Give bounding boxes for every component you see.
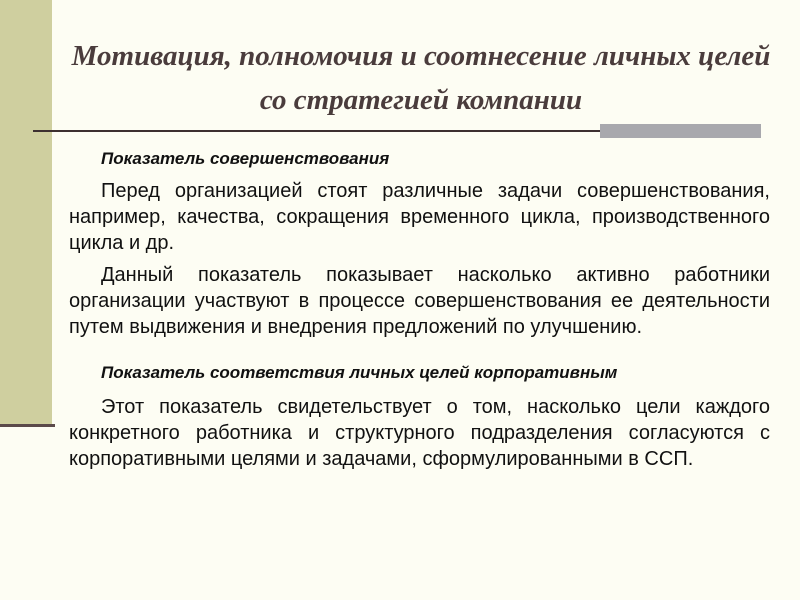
slide-body bbox=[69, 146, 770, 472]
title-underline-accent bbox=[600, 124, 761, 138]
section-paragraph: Перед организацией стоят различные задачи совершенствования, например, качества, сокращения временного цикла, производственного цикла и др. bbox=[69, 180, 770, 254]
sidebar-bottom-rule bbox=[0, 424, 55, 427]
section-paragraph: Этот показатель свидетельствует о том, насколько цели каждого конкретного работника и структурного подразделения согласуются с корпоративными целями и задачами, сформулированными в ССП. bbox=[69, 396, 770, 470]
section-heading-improvement: Показатель совершенствования bbox=[101, 149, 390, 168]
section-heading-goal-alignment: Показатель соответствия личных целей корпоративным bbox=[101, 363, 618, 382]
section-paragraph: Данный показатель показывает насколько активно работники организации участвуют в процессе совершенствования ее деятельности путем выдвижения и внедрения предложений по улучшению. bbox=[69, 264, 770, 338]
slide-title: Мотивация, полномочия и соотнесение личных целей со стратегией компании bbox=[71, 40, 771, 116]
decorative-sidebar bbox=[0, 0, 52, 424]
